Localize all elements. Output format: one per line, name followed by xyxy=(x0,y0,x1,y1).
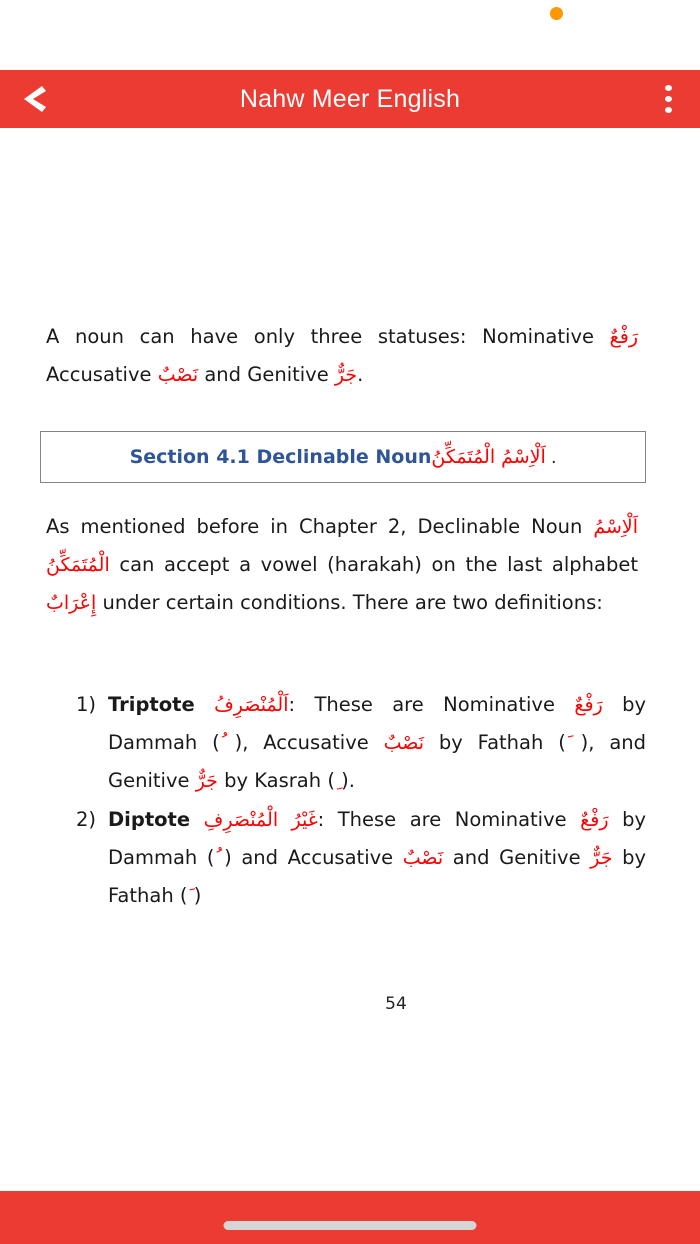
text-segment: by Dammah ( xyxy=(108,808,647,869)
section-heading-box xyxy=(40,431,646,483)
text-segment: by Kasrah ( xyxy=(217,769,335,792)
text-segment: : These are Nominative xyxy=(317,808,581,831)
arabic-term-raf: رَفْعٌ xyxy=(580,809,609,831)
app-title: Nahw Meer English xyxy=(239,85,461,113)
definitions-list xyxy=(76,686,646,914)
list-item-number: 2) xyxy=(76,808,97,831)
arabic-term-jarr: جَرٌّ xyxy=(195,770,218,792)
text-segment: ). xyxy=(334,769,355,792)
text-segment: ), Accusative xyxy=(219,731,384,754)
arabic-term-jarr: جَرٌّ xyxy=(334,364,358,386)
more-vertical-icon-dot-1 xyxy=(665,85,672,91)
arabic-term-mutamakkin: الْمُتَمَكِّنُ xyxy=(46,554,110,576)
section-heading-arabic: اَلْاِسْمُ الْمُتَمَكِّنُ xyxy=(431,445,546,468)
more-vertical-icon-dot-2 xyxy=(665,96,672,102)
arabic-term-raf: رَفْعٌ xyxy=(574,694,603,716)
text-space xyxy=(195,693,214,716)
section-heading-label: Section 4.1 Declinable Noun xyxy=(129,445,432,468)
list-item xyxy=(76,801,646,914)
bottom-bar xyxy=(0,1191,700,1244)
text-segment: Accusative xyxy=(46,363,158,386)
arabic-term-nasb: نَصْبٌ xyxy=(383,732,425,754)
recording-indicator-dot xyxy=(550,7,563,20)
overflow-menu-button[interactable] xyxy=(642,70,694,128)
arabic-term-nasb: نَصْبٌ xyxy=(157,364,199,386)
paragraph-declinable-noun xyxy=(46,508,638,622)
page-number: 54 xyxy=(385,994,407,1014)
arabic-term-jarr: جَرٌّ xyxy=(590,847,613,869)
app-bar xyxy=(0,70,700,128)
text-segment: and Genitive xyxy=(443,846,591,869)
arabic-term-ghayr-munsarif: غَيْرُ الْمُنْصَرِفِ xyxy=(203,809,318,831)
arabic-term-raf: رَفْعٌ xyxy=(609,326,638,348)
text-segment: . xyxy=(357,363,364,386)
text-space xyxy=(190,808,204,831)
text-segment: ), and Genitive xyxy=(108,731,647,792)
arabic-term-alism: اَلْاِسْمُ xyxy=(593,516,638,538)
text-segment: ) xyxy=(187,884,202,907)
text-segment: under certain conditions. There are two definitions: xyxy=(96,591,603,614)
text-segment: by Fathah ( xyxy=(108,846,646,907)
home-indicator[interactable] xyxy=(224,1221,477,1230)
section-heading-trailing: . xyxy=(545,446,557,468)
document-page[interactable] xyxy=(0,128,700,1191)
status-bar xyxy=(0,0,700,70)
text-segment: As mentioned before in Chapter 2, Declinable Noun xyxy=(46,515,594,538)
list-item-term: Triptote xyxy=(108,693,195,716)
arabic-term-nasb: نَصْبٌ xyxy=(402,847,444,869)
text-segment: by Fathah ( xyxy=(424,731,566,754)
text-segment: by Dammah ( xyxy=(108,693,646,754)
paragraph-noun-statuses xyxy=(46,318,638,394)
text-segment: A noun can have only three statuses: Nominative xyxy=(46,325,610,348)
text-segment: ) and Accusative xyxy=(214,846,403,869)
arabic-term-munsarif: اَلْمُنْصَرِفُ xyxy=(214,694,289,716)
more-vertical-icon-dot-3 xyxy=(665,107,672,113)
arabic-term-irab: إِعْرَابٌ xyxy=(46,592,97,614)
list-item-number: 1) xyxy=(76,693,97,716)
list-item-term: Diptote xyxy=(108,808,191,831)
text-segment: : These are Nominative xyxy=(288,693,575,716)
text-segment: and Genitive xyxy=(198,363,335,386)
section-heading-content xyxy=(129,445,557,468)
list-item xyxy=(76,686,646,800)
text-segment: can accept a vowel (harakah) on the last alphabet xyxy=(109,553,638,576)
